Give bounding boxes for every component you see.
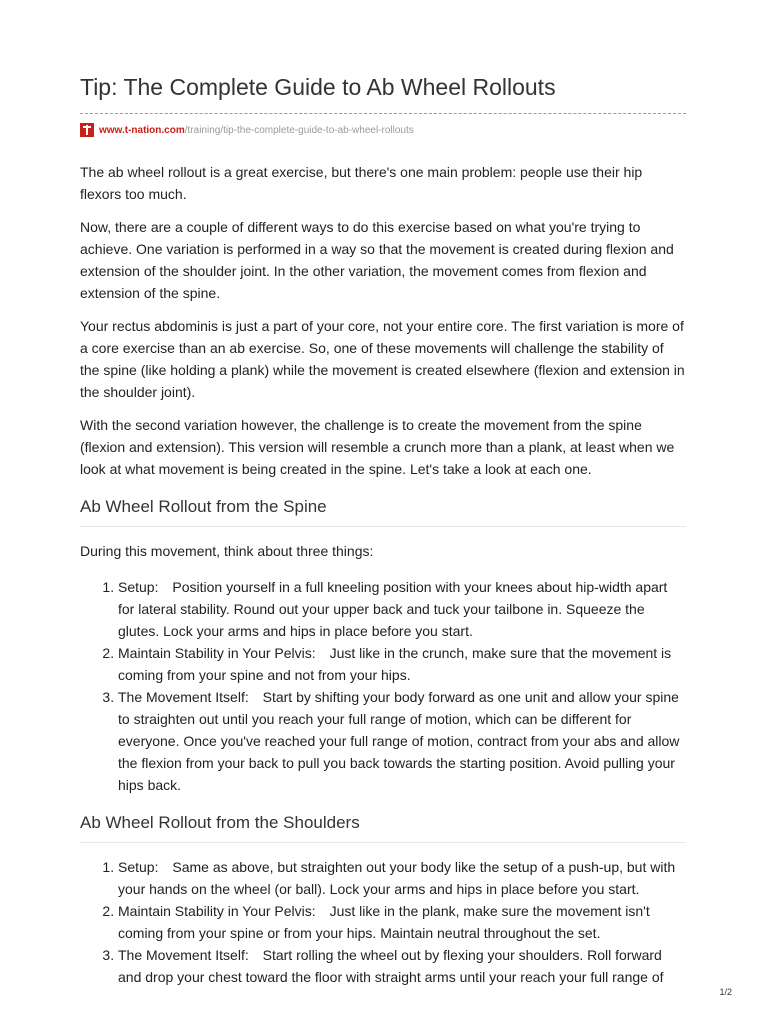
section-lead: During this movement, think about three things: <box>80 543 374 559</box>
intro-paragraph: The ab wheel rollout is a great exercise, but there's one main problem: people use their hip flexors too much. <box>80 164 643 202</box>
list-item <box>118 576 686 642</box>
spine-steps-list <box>80 576 686 796</box>
source-link-domain[interactable]: www.t-nation.com <box>99 124 185 136</box>
source-link-path[interactable]: /training/tip-the-complete-guide-to-ab-wheel-rollouts <box>184 124 414 136</box>
list-item <box>118 856 686 900</box>
step-label: Setup: <box>118 859 159 875</box>
step-text: Start by shifting your body forward as one unit and allow your spine to straighten out until you reach your full range of motion, which can be different for everyone. Once you've reached your full range of motion, contract from your abs and allow the flexion from your back to pull you back towards the starting position. Avoid pulling your hips back. <box>118 689 680 793</box>
step-text: Just like in the plank, make sure the movement isn't coming from your spine or from your hips. Maintain neutral throughout the set. <box>118 903 650 941</box>
step-label: Setup: <box>118 579 159 595</box>
list-item <box>118 944 686 988</box>
step-text: Same as above, but straighten out your body like the setup of a push-up, but with your hands on the wheel (or ball). Lock your arms and hips in place before you start. <box>118 859 676 897</box>
section-heading-shoulders: Ab Wheel Rollout from the Shoulders <box>80 812 686 843</box>
step-text: Start rolling the wheel out by flexing your shoulders. Roll forward and drop your chest toward the floor with straight arms until your reach your full range of <box>118 947 664 985</box>
page-number: 1/2 <box>719 987 732 997</box>
step-label: The Movement Itself: <box>118 947 249 963</box>
intro-paragraph: Now, there are a couple of different ways to do this exercise based on what you're trying to achieve. One variation is performed in a way so that the movement is created during flexion and extension of the shoulder joint. In the other variation, the movement comes from flexion and extension of the spine. <box>80 219 674 301</box>
intro-paragraph: Your rectus abdominis is just a part of your core, not your entire core. The first variation is more of a core exercise than an ab exercise. So, one of these movements will challenge the stability of the spine (like holding a plank) while the movement is created elsewhere (flexion and extension in the shoulder joint). <box>80 318 685 400</box>
step-text: Position yourself in a full kneeling position with your knees about hip-width apart for lateral stability. Round out your upper back and tuck your tailbone in. Squeeze the glutes. Lock your arms and hips in place before you start. <box>118 579 668 639</box>
list-item <box>118 686 686 796</box>
step-label: The Movement Itself: <box>118 689 249 705</box>
page-title: Tip: The Complete Guide to Ab Wheel Rollouts <box>80 74 556 100</box>
list-item <box>118 642 686 686</box>
document-page <box>80 72 686 998</box>
step-label: Maintain Stability in Your Pelvis: <box>118 645 316 661</box>
step-label: Maintain Stability in Your Pelvis: <box>118 903 316 919</box>
step-text: Just like in the crunch, make sure that the movement is coming from your spine and not from your hips. <box>118 645 672 683</box>
title-divider <box>80 113 686 114</box>
list-item <box>118 900 686 944</box>
site-logo-icon <box>80 123 94 137</box>
intro-paragraph: With the second variation however, the challenge is to create the movement from the spine (flexion and extension). This version will resemble a crunch more than a plank, at least when we look at what movement is being created in the spine. Let's take a look at each one. <box>80 417 675 477</box>
shoulder-steps-list <box>80 856 686 988</box>
source-line <box>80 122 686 138</box>
section-heading-spine: Ab Wheel Rollout from the Spine <box>80 496 686 527</box>
